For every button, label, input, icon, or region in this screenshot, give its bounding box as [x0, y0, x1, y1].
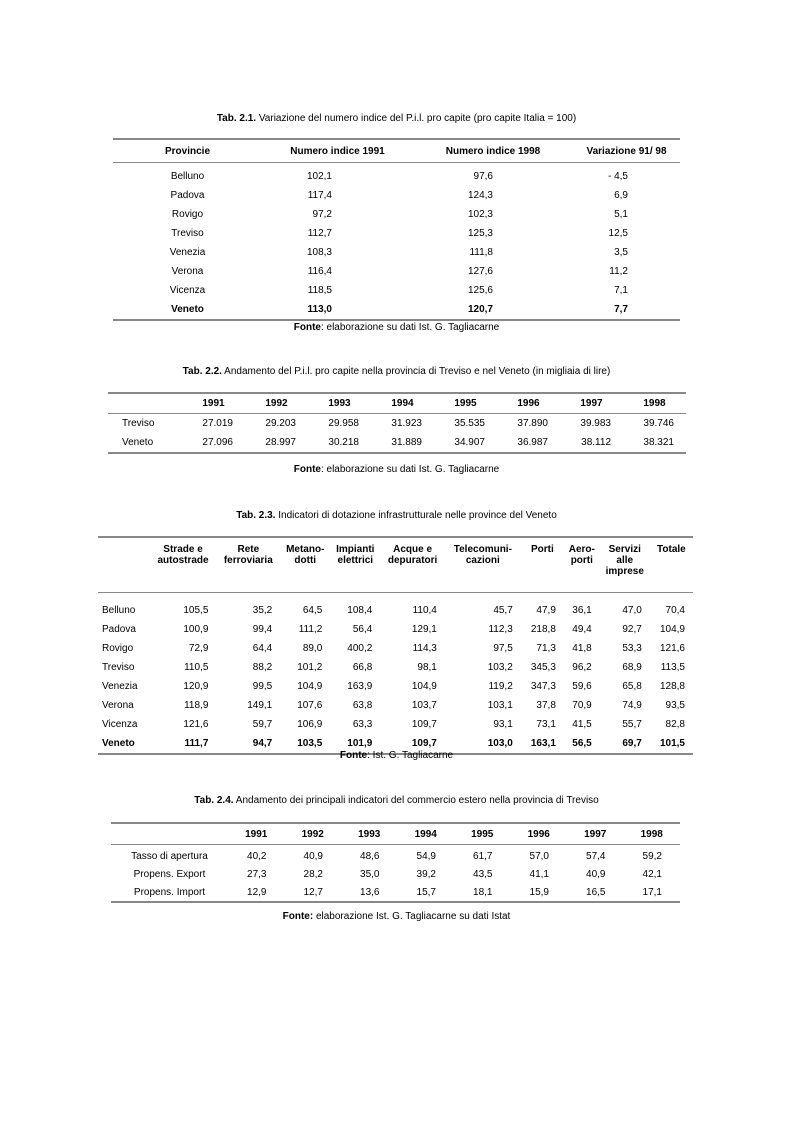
table-cell: 49,4 — [572, 624, 592, 635]
table-total-row — [113, 300, 680, 320]
table-cell: 121,6 — [183, 719, 209, 730]
column-header: 1992 — [285, 823, 342, 845]
table-cell: 35.535 — [454, 418, 485, 429]
table-cell: 59,6 — [572, 681, 592, 692]
column-header: 1996 — [497, 393, 560, 414]
column-header: 1994 — [371, 393, 434, 414]
table-cell: 120,9 — [183, 681, 209, 692]
spacer-row — [98, 593, 693, 602]
total-cell: 69,7 — [622, 738, 642, 749]
table-cell: 45,7 — [493, 605, 513, 616]
table-cell: 106,9 — [297, 719, 323, 730]
table-cell: 6,9 — [614, 190, 628, 201]
table-row — [111, 883, 680, 902]
table-2-3-source — [0, 750, 793, 761]
table-cell: 56,4 — [352, 624, 373, 635]
table-cell: 53,3 — [622, 643, 642, 654]
total-cell: Veneto — [171, 304, 204, 315]
table-cell: 103,2 — [487, 662, 513, 673]
source-text: elaborazione Ist. G. Tagliacarne su dati Istat — [313, 911, 511, 922]
column-header: Servizi alle imprese — [600, 537, 650, 593]
table-2-4-source — [0, 911, 793, 922]
table-cell: 18,1 — [473, 886, 493, 898]
table-cell: 101,2 — [297, 662, 323, 673]
table-cell: - 4,5 — [607, 171, 628, 182]
table-cell: 40,2 — [247, 850, 267, 862]
table-cell: 35,0 — [360, 868, 380, 880]
table-cell: 100,9 — [183, 624, 209, 635]
column-header: 1994 — [398, 823, 455, 845]
table-cell: 124,3 — [467, 190, 493, 201]
table-cell: 64,4 — [252, 643, 273, 654]
table-cell: 110,4 — [412, 605, 437, 616]
table-cell: 347,3 — [530, 681, 556, 692]
total-cell: 7,7 — [614, 304, 628, 315]
table-cell: 74,9 — [622, 700, 642, 711]
table-cell: 5,1 — [614, 209, 628, 220]
table-cell: 63,8 — [352, 700, 373, 711]
table-row — [113, 243, 680, 262]
total-cell: 109,7 — [411, 738, 437, 749]
column-header: Provincie — [113, 139, 262, 163]
column-header: Variazione 91/ 98 — [573, 139, 680, 163]
table-cell: 103,1 — [487, 700, 513, 711]
table-cell: 36.987 — [517, 437, 548, 448]
table-cell: 400,2 — [347, 643, 373, 654]
total-cell: 163,1 — [530, 738, 556, 749]
row-label: Treviso — [102, 662, 135, 673]
source-label: Fonte — [339, 750, 368, 761]
table-cell: 48,6 — [360, 850, 380, 862]
table-cell: 104,9 — [411, 681, 437, 692]
row-label: Padova — [102, 624, 136, 635]
table-cell: 29.958 — [328, 418, 359, 429]
table-cell: 41,5 — [572, 719, 592, 730]
table-cell: 93,1 — [493, 719, 513, 730]
table-cell: 89,0 — [302, 643, 323, 654]
table-cell: 3,5 — [614, 247, 628, 258]
table-cell: 111,8 — [469, 247, 493, 258]
table-cell: 218,8 — [530, 624, 556, 635]
table-row — [108, 414, 686, 434]
row-label: Propens. Export — [133, 868, 206, 880]
table-cell: 119,2 — [488, 681, 513, 692]
table-cell: 97,6 — [473, 171, 493, 182]
table-cell: 163,9 — [347, 681, 373, 692]
table-2-2 — [108, 392, 686, 454]
table-row — [111, 845, 680, 866]
table-cell: 149,1 — [247, 700, 273, 711]
caption-text: Andamento dei principali indicatori del commercio estero nella provincia di Treviso — [233, 795, 599, 806]
row-label: Vicenza — [102, 719, 138, 730]
table-cell: 108,3 — [306, 247, 332, 258]
caption-text: Indicatori di dotazione infrastrutturale nelle province del Veneto — [275, 510, 557, 521]
table-header-row — [98, 537, 693, 593]
table-cell: 112,7 — [307, 228, 332, 239]
column-header: Rete ferroviaria — [216, 537, 280, 593]
table-row — [113, 186, 680, 205]
source-label: Fonte: — [282, 911, 314, 922]
caption-text: Variazione del numero indice del P.i.l. pro capite (pro capite Italia = 100) — [256, 113, 577, 124]
table-row — [111, 865, 680, 883]
table-cell: 41,8 — [572, 643, 592, 654]
table-cell: 88,2 — [252, 662, 273, 673]
table-cell: Treviso — [171, 228, 204, 239]
table-cell: 98,1 — [417, 662, 437, 673]
column-header: Strade e autostrade — [150, 537, 217, 593]
column-header — [108, 393, 182, 414]
table-cell: 37.890 — [517, 418, 548, 429]
caption-text: Andamento del P.i.l. pro capite nella provincia di Treviso e nel Veneto (in migliaia di lire) — [221, 366, 611, 377]
table-row — [98, 639, 693, 658]
table-cell: 102,1 — [306, 171, 332, 182]
table-cell: 66,8 — [352, 662, 373, 673]
table-cell: 27.096 — [202, 437, 233, 448]
source-label: Fonte — [293, 464, 321, 475]
column-header: Acque e depuratori — [380, 537, 445, 593]
table-cell: 40,9 — [586, 868, 606, 880]
table-cell: 55,7 — [622, 719, 642, 730]
table-2-4-caption — [0, 795, 793, 806]
table-cell: 99,5 — [252, 681, 273, 692]
table-cell: 16,5 — [586, 886, 606, 898]
table-cell: 97,5 — [493, 643, 513, 654]
table-row — [108, 433, 686, 453]
row-label: Propens. Import — [133, 886, 206, 898]
table-cell: 12,5 — [608, 228, 628, 239]
column-header: Telecomuni- cazioni — [445, 537, 521, 593]
column-header — [111, 823, 228, 845]
column-header: Impianti elettrici — [330, 537, 380, 593]
column-header: 1998 — [623, 393, 686, 414]
table-cell: 64,5 — [302, 605, 323, 616]
table-2-1-source — [0, 322, 793, 333]
total-cell: 113,0 — [307, 304, 332, 315]
table-row — [98, 696, 693, 715]
row-label: Treviso — [122, 418, 155, 429]
column-header: Totale — [650, 537, 693, 593]
table-cell: 29.203 — [265, 418, 296, 429]
table-cell: Padova — [170, 190, 205, 201]
table-cell: 113,5 — [660, 662, 685, 673]
table-row — [113, 281, 680, 300]
table-cell: 39.983 — [580, 418, 611, 429]
table-cell: 108,4 — [347, 605, 373, 616]
column-header: Aero- porti — [564, 537, 600, 593]
column-header: 1996 — [511, 823, 568, 845]
spacer-cell — [98, 593, 693, 602]
table-cell: 31.889 — [391, 437, 422, 448]
column-header: 1992 — [245, 393, 308, 414]
table-cell: 109,7 — [411, 719, 437, 730]
table-cell: 31.923 — [391, 418, 422, 429]
table-row — [113, 163, 680, 187]
table-row — [113, 262, 680, 281]
table-row — [98, 620, 693, 639]
table-cell: 47,0 — [622, 605, 642, 616]
table-cell: 41,1 — [529, 868, 549, 880]
table-cell: 15,7 — [416, 886, 436, 898]
table-cell: 105,5 — [183, 605, 209, 616]
table-cell: 125,6 — [467, 285, 493, 296]
table-cell: 12,7 — [303, 886, 323, 898]
column-header: Metano- dotti — [280, 537, 330, 593]
table-cell: 345,3 — [530, 662, 556, 673]
table-cell: Venezia — [169, 247, 206, 258]
row-label: Verona — [102, 700, 134, 711]
total-cell: 103,0 — [487, 738, 513, 749]
total-cell: 101,5 — [659, 738, 685, 749]
total-cell: 111,7 — [184, 738, 209, 749]
table-cell: 73,1 — [536, 719, 556, 730]
table-row — [98, 677, 693, 696]
table-row — [98, 658, 693, 677]
table-cell: 35,2 — [252, 605, 273, 616]
table-cell: 59,7 — [252, 719, 273, 730]
table-row — [98, 601, 693, 620]
table-cell: 38.321 — [643, 437, 674, 448]
table-cell: 70,9 — [572, 700, 592, 711]
table-cell: 30.218 — [328, 437, 359, 448]
table-cell: 127,6 — [467, 266, 493, 277]
table-cell: Verona — [171, 266, 204, 277]
table-cell: 40,9 — [303, 850, 323, 862]
column-header: 1991 — [182, 393, 245, 414]
table-cell: 11,2 — [609, 266, 628, 277]
table-cell: 54,9 — [416, 850, 436, 862]
table-row — [113, 205, 680, 224]
table-cell: 42,1 — [642, 868, 662, 880]
table-header-row — [108, 393, 686, 414]
table-cell: 43,5 — [473, 868, 493, 880]
table-cell: 118,5 — [307, 285, 332, 296]
table-cell: 39,2 — [416, 868, 436, 880]
table-2-2-source — [0, 464, 793, 475]
column-header: 1991 — [228, 823, 285, 845]
table-row — [98, 715, 693, 734]
total-cell: 101,9 — [347, 738, 373, 749]
row-label: Rovigo — [102, 643, 134, 654]
caption-label: Tab. 2.4. — [194, 795, 234, 806]
table-cell: 72,9 — [188, 643, 209, 654]
source-text: : Ist. G. Tagliacarne — [367, 750, 454, 761]
table-cell: 107,6 — [297, 700, 323, 711]
table-cell: 112,3 — [488, 624, 513, 635]
column-header: Porti — [521, 537, 564, 593]
column-header: Numero indice 1991 — [262, 139, 413, 163]
table-cell: 125,3 — [467, 228, 493, 239]
table-cell: 47,9 — [536, 605, 556, 616]
column-header: 1998 — [624, 823, 681, 845]
table-cell: 17,1 — [642, 886, 662, 898]
table-cell: 92,7 — [622, 624, 642, 635]
table-cell: 13,6 — [360, 886, 380, 898]
table-cell: 97,2 — [312, 209, 332, 220]
table-cell: 111,2 — [298, 624, 323, 635]
table-cell: 63,3 — [352, 719, 373, 730]
table-cell: 37,8 — [536, 700, 556, 711]
table-2-1 — [113, 138, 680, 321]
caption-label: Tab. 2.3. — [236, 510, 276, 521]
table-cell: Vicenza — [169, 285, 206, 296]
table-cell: 28,2 — [303, 868, 323, 880]
table-cell: 27,3 — [247, 868, 267, 880]
table-cell: 118,9 — [184, 700, 209, 711]
table-cell: 61,7 — [473, 850, 493, 862]
table-row — [113, 224, 680, 243]
table-cell: 68,9 — [622, 662, 642, 673]
table-cell: 104,9 — [297, 681, 323, 692]
table-header-row — [111, 823, 680, 845]
row-label: Belluno — [102, 605, 136, 616]
table-cell: 70,4 — [665, 605, 685, 616]
column-header: Numero indice 1998 — [413, 139, 573, 163]
table-cell: 34.907 — [454, 437, 485, 448]
table-cell: 104,9 — [659, 624, 685, 635]
source-text: : elaborazione su dati Ist. G. Tagliacarne — [320, 464, 500, 475]
column-header: 1993 — [341, 823, 398, 845]
column-header: 1997 — [560, 393, 623, 414]
table-cell: Rovigo — [171, 209, 204, 220]
table-cell: 117,4 — [307, 190, 332, 201]
column-header: 1995 — [454, 823, 511, 845]
table-cell: 59,2 — [642, 850, 662, 862]
table-cell: 28.997 — [265, 437, 296, 448]
table-cell: 7,1 — [614, 285, 628, 296]
table-cell: 128,8 — [659, 681, 685, 692]
row-label: Tasso di apertura — [131, 850, 208, 862]
table-cell: 93,5 — [665, 700, 685, 711]
table-2-4 — [111, 822, 680, 903]
table-cell: 15,9 — [529, 886, 549, 898]
row-label: Venezia — [102, 681, 138, 692]
column-header: 1997 — [567, 823, 624, 845]
table-cell: 114,3 — [412, 643, 437, 654]
table-cell: 71,3 — [536, 643, 556, 654]
table-cell: 36,1 — [572, 605, 592, 616]
total-cell: 103,5 — [297, 738, 323, 749]
column-header: 1993 — [308, 393, 371, 414]
table-cell: 27.019 — [202, 418, 233, 429]
total-cell: Veneto — [102, 738, 135, 749]
total-cell: 94,7 — [252, 738, 273, 749]
table-cell: 110,5 — [184, 662, 209, 673]
table-cell: Belluno — [170, 171, 205, 182]
column-header: 1995 — [434, 393, 497, 414]
table-cell: 38.112 — [581, 437, 611, 448]
table-cell: 39.746 — [643, 418, 674, 429]
table-cell: 12,9 — [247, 886, 267, 898]
table-cell: 96,2 — [572, 662, 592, 673]
table-cell: 99,4 — [252, 624, 273, 635]
total-cell: 56,5 — [572, 738, 592, 749]
table-cell: 129,1 — [411, 624, 437, 635]
table-cell: 82,8 — [665, 719, 685, 730]
table-2-3-caption — [0, 510, 793, 521]
table-2-2-caption — [0, 366, 793, 377]
table-cell: 121,6 — [659, 643, 685, 654]
total-cell: 120,7 — [467, 304, 493, 315]
table-2-1-caption — [0, 113, 793, 124]
row-label: Veneto — [122, 437, 154, 448]
caption-label: Tab. 2.1. — [216, 113, 257, 124]
table-cell: 57,0 — [529, 850, 549, 862]
table-cell: 103,7 — [411, 700, 437, 711]
table-2-3 — [98, 536, 693, 755]
column-header — [98, 537, 150, 593]
table-cell: 57,4 — [586, 850, 606, 862]
caption-label: Tab. 2.2. — [182, 366, 222, 377]
source-text: : elaborazione su dati Ist. G. Tagliacarne — [320, 322, 500, 333]
source-label: Fonte — [293, 322, 321, 333]
table-cell: 116,4 — [307, 266, 332, 277]
table-cell: 102,3 — [467, 209, 493, 220]
table-header-row — [113, 139, 680, 163]
table-cell: 65,8 — [622, 681, 642, 692]
